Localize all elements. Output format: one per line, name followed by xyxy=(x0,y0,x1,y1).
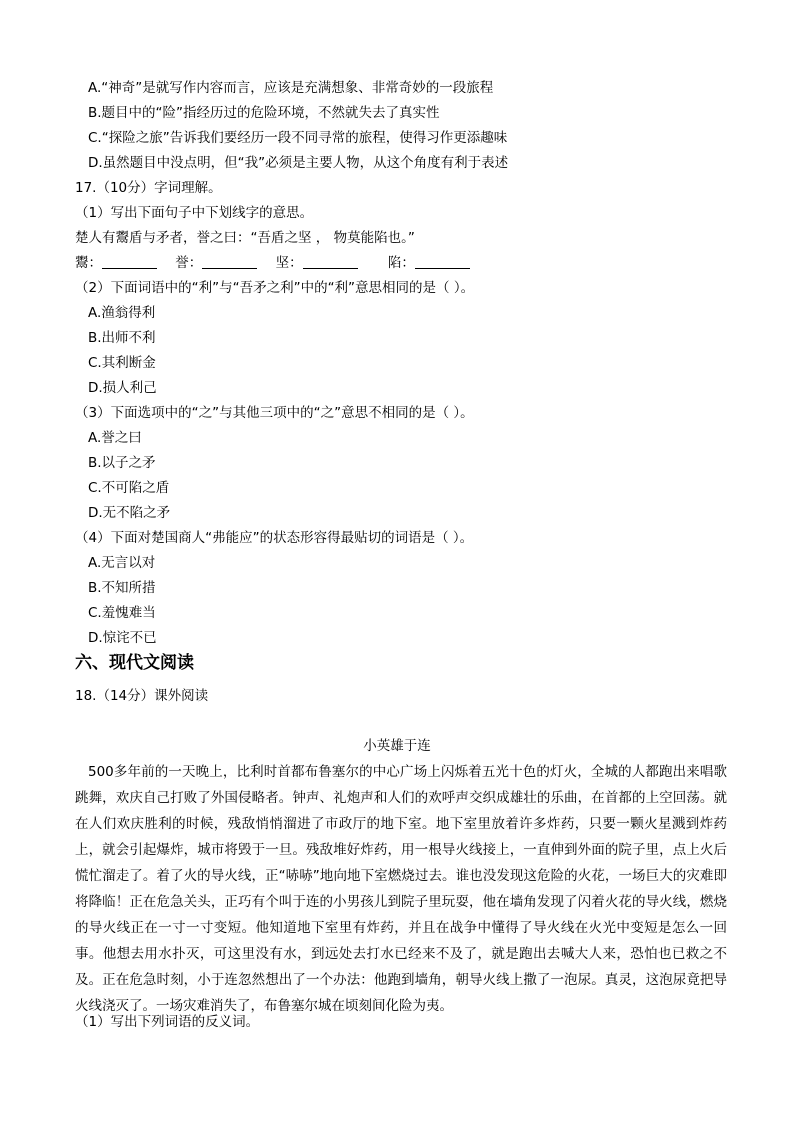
answer-blank-yu[interactable] xyxy=(102,254,157,269)
answer-blank-jian[interactable] xyxy=(303,254,358,269)
story-paragraph: 500多年前的一天晚上，比利时首都布鲁塞尔的中心广场上闪烁着五光十色的灯火，全城的人都跑出来唱歌跳舞，欢庆自己打败了外国侵略者。钟声、礼炮声和人们的欢呼声交织成雄壮的乐曲，在首都的上空回荡。就在人们欢庆胜利的时候，残敌悄悄溜进了市政厅的地下室。地下室里放着许多炸药，只要一颗火星溅到炸药上，就会引起爆炸，城市将毁于一旦。残敌堆好炸药，用一根导火线接上，一直伸到外面的院子里，点上火后慌忙溜走了。着了火的导火线，正“哧哧”地向地下室燃烧过去。谁也没发现这危险的火花，一场巨大的灾难即将降临！正在危急关头，正巧有个叫于连的小男孩儿到院子里玩耍，他在墙角发现了闪着火花的导火线，燃烧的导火线正在一寸一寸变短。他知道地下室里有炸药，并且在战争中懂得了导火线在火光中变短是怎么一回事。他想去用水扑灭，可这里没有水，到远处去打水已经来不及了，就是跑出去喊大人来，恐怕也已救之不及。正在危急时刻，小于连忽然想出了一个办法：他跑到墙角，朝导火线上撒了一泡尿。真灵，这泡尿竟把导火线浇灭了。一场灾难消失了，布鲁塞尔城在顷刻间化险为夷。 xyxy=(75,764,727,1014)
blank-label-jian: 坚： xyxy=(275,255,303,271)
q17-part3-option-a: A.誉之曰 xyxy=(88,430,142,446)
story-title: 小英雄于连 xyxy=(363,738,431,754)
q17-part3-option-c: C.不可陷之盾 xyxy=(88,480,170,496)
q17-part4-option-c: C.羞愧难当 xyxy=(88,605,156,621)
q16-option-b: B.题目中的“险”指经历过的危险环境，不然就失去了真实性 xyxy=(88,105,440,121)
blank-label-xian: 陷： xyxy=(387,255,415,271)
q17-part4-option-b: B.不知所措 xyxy=(88,580,156,596)
q17-part2-prompt: （2）下面词语中的“利”与“吾矛之利”中的“利”意思相同的是（ ）。 xyxy=(75,280,475,296)
answer-blank-xian[interactable] xyxy=(415,254,470,269)
q18-part1-prompt: （1）写出下列词语的反义词。 xyxy=(75,1014,260,1030)
q18-heading: 18.（14分）课外阅读 xyxy=(75,688,209,704)
q17-part3-prompt: （3）下面选项中的“之”与其他三项中的“之”意思不相同的是（ ）。 xyxy=(75,405,474,421)
answer-blank-yu2[interactable] xyxy=(202,254,257,269)
q16-option-a: A.“神奇”是就写作内容而言，应该是充满想象、非常奇妙的一段旅程 xyxy=(88,80,494,96)
q17-part2-option-a: A.渔翁得利 xyxy=(88,305,156,321)
q17-part2-option-d: D.损人利己 xyxy=(88,380,157,396)
q16-option-d: D.虽然题目中没点明，但“我”必须是主要人物，从这个角度有利于表述 xyxy=(88,155,509,171)
q17-part1-blanks xyxy=(75,253,470,273)
q17-part3-option-d: D.无不陷之矛 xyxy=(88,505,171,521)
q17-part3-option-b: B.以子之矛 xyxy=(88,455,156,471)
q17-part4-option-a: A.无言以对 xyxy=(88,555,156,571)
blank-label-yu: 鬻： xyxy=(75,255,102,271)
q17-heading: 17.（10分）字词理解。 xyxy=(75,180,222,196)
q17-part1-prompt: （1）写出下面句子中下划线字的意思。 xyxy=(75,205,314,221)
q17-part4-prompt: （4）下面对楚国商人“弗能应”的状态形容得最贴切的词语是（ ）。 xyxy=(75,530,474,546)
q17-part2-option-c: C.其利断金 xyxy=(88,355,156,371)
q17-part4-option-d: D.惊诧不已 xyxy=(88,630,157,646)
blank-label-yu2: 誉： xyxy=(175,255,203,271)
q16-option-c: C.“探险之旅”告诉我们要经历一段不同寻常的旅程，使得习作更添趣味 xyxy=(88,130,508,146)
q17-part1-sentence: 楚人有鬻盾与矛者，誉之曰：“吾盾之坚 ， 物莫能陷也。” xyxy=(75,230,415,246)
q17-part2-option-b: B.出师不利 xyxy=(88,330,156,346)
section-title: 六、现代文阅读 xyxy=(75,653,194,673)
